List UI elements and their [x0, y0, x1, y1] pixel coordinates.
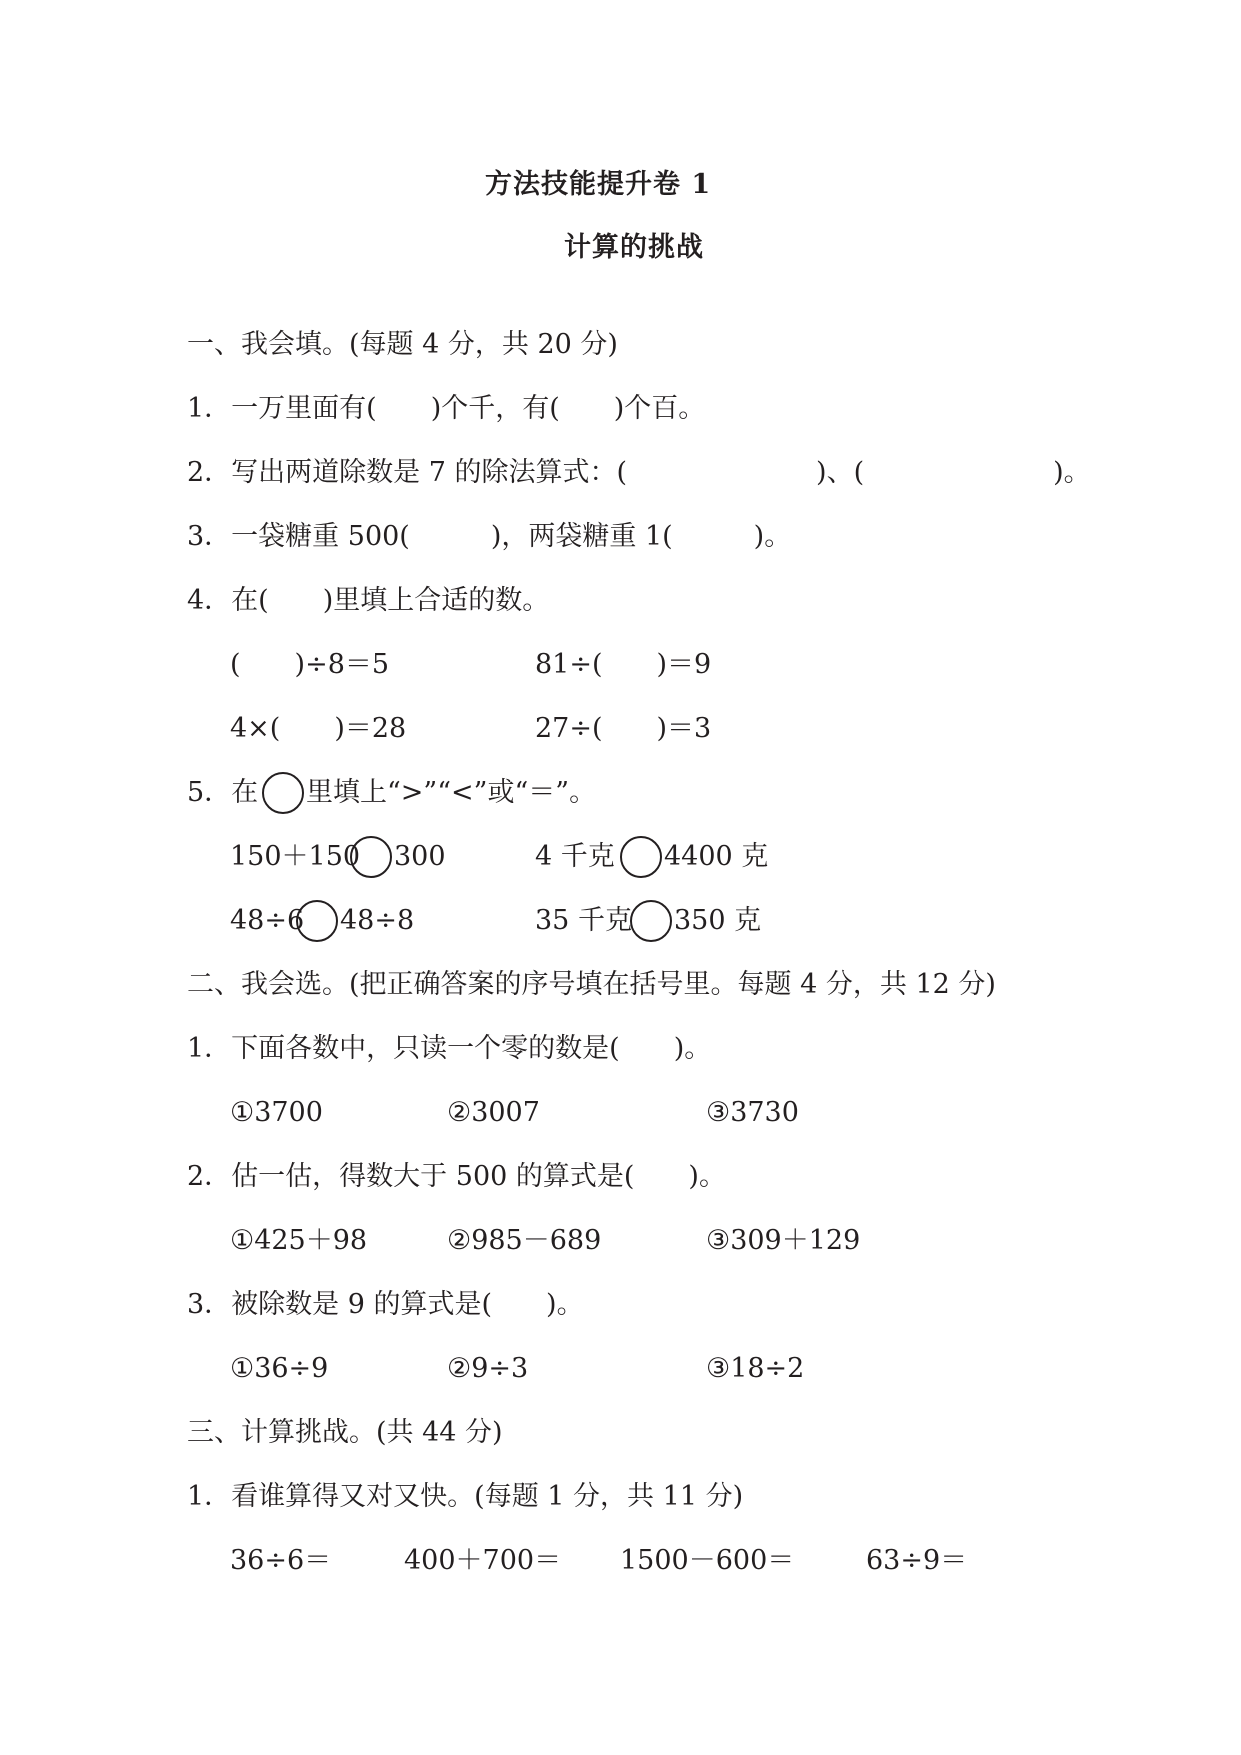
option: ③3730: [706, 1097, 799, 1128]
section1-question-5-suffix: 里填上“>”“<”或“＝”。: [306, 777, 597, 808]
option: ①36÷9: [230, 1353, 329, 1384]
section2-question-2: 2．估一估，得数大于 500 的算式是( )。: [187, 1161, 726, 1192]
option: ③309＋129: [706, 1225, 861, 1256]
comparison-circle: [350, 836, 392, 878]
section1-heading: 一、我会填。(每题 4 分，共 20 分): [187, 329, 618, 360]
compare-right: 48÷8: [340, 905, 415, 936]
q4-equation: 27÷( )＝3: [535, 713, 712, 744]
section1-question-3: 3．一袋糖重 500( )，两袋糖重 1( )。: [187, 521, 792, 552]
section1-question-5-prefix: 5．在: [187, 777, 259, 808]
option: ②3007: [447, 1097, 540, 1128]
section1-question-1: 1．一万里面有( )个千，有( )个百。: [187, 393, 706, 424]
page-subtitle: 计算的挑战: [564, 232, 704, 263]
calculation-item: 63÷9＝: [866, 1545, 968, 1576]
compare-left: 150＋150: [230, 841, 361, 872]
compare-right: 350 克: [674, 905, 762, 936]
comparison-circle: [630, 900, 672, 942]
section1-question-2: 2．写出两道除数是 7 的除法算式：( )、( )。: [187, 457, 1091, 488]
comparison-circle: [262, 772, 304, 814]
section3-heading: 三、计算挑战。(共 44 分): [187, 1417, 503, 1448]
option: ②9÷3: [447, 1353, 529, 1384]
compare-left: 4 千克: [535, 841, 615, 872]
compare-right: 300: [394, 841, 446, 872]
option: ①3700: [230, 1097, 323, 1128]
option: ①425＋98: [230, 1225, 368, 1256]
q4-equation: ( )÷8＝5: [230, 649, 390, 680]
section3-question-1: 1．看谁算得又对又快。(每题 1 分，共 11 分): [187, 1481, 744, 1512]
q4-equation: 81÷( )＝9: [535, 649, 712, 680]
section2-heading: 二、我会选。(把正确答案的序号填在括号里。每题 4 分，共 12 分): [187, 969, 996, 1000]
page-title: 方法技能提升卷 1: [485, 169, 712, 200]
calculation-item: 1500－600＝: [620, 1545, 795, 1576]
section1-question-4: 4．在( )里填上合适的数。: [187, 585, 550, 616]
q4-equation: 4×( )＝28: [230, 713, 407, 744]
calculation-item: 36÷6＝: [230, 1545, 332, 1576]
option: ③18÷2: [706, 1353, 805, 1384]
section2-question-3: 3．被除数是 9 的算式是( )。: [187, 1289, 584, 1320]
comparison-circle: [620, 836, 662, 878]
calculation-item: 400＋700＝: [404, 1545, 562, 1576]
comparison-circle: [296, 900, 338, 942]
compare-right: 4400 克: [664, 841, 769, 872]
compare-left: 48÷6: [230, 905, 305, 936]
option: ②985－689: [447, 1225, 602, 1256]
compare-left: 35 千克: [535, 905, 632, 936]
section2-question-1: 1．下面各数中，只读一个零的数是( )。: [187, 1033, 712, 1064]
